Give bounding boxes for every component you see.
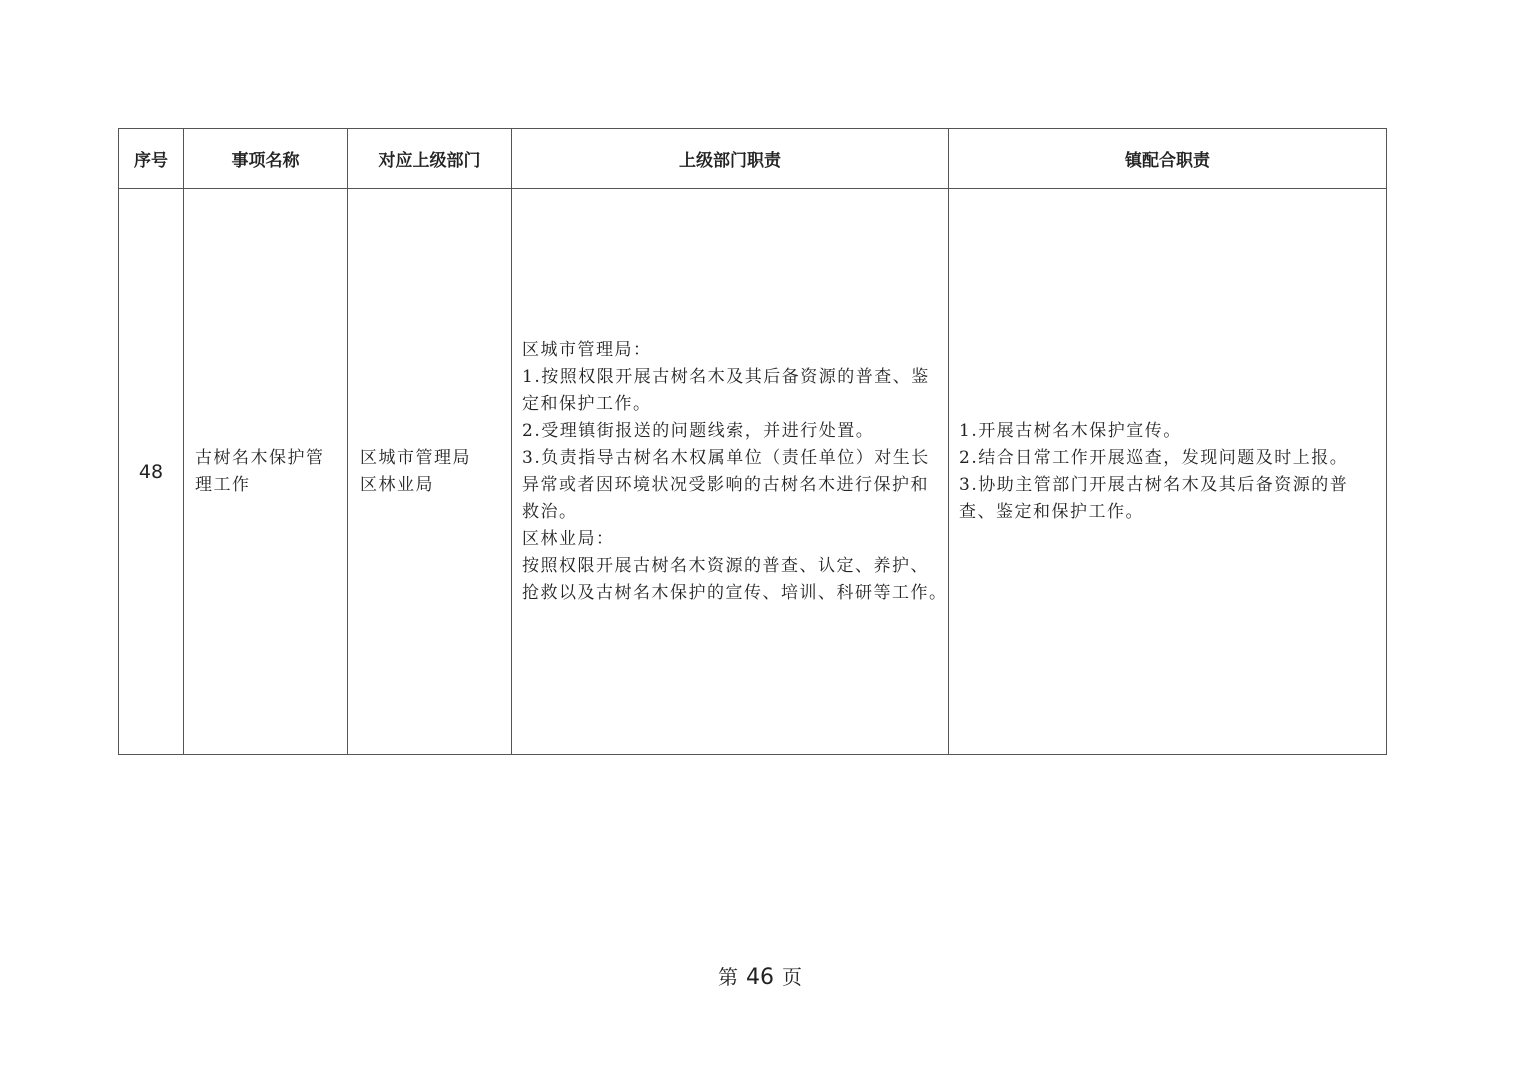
superior-duty-line: 区林业局： bbox=[522, 528, 615, 549]
cell-serial-number: 48 bbox=[119, 189, 184, 755]
page-footer bbox=[0, 961, 1520, 990]
town-duty-line: 1.开展古树名木保护宣传。 bbox=[959, 420, 1182, 441]
superior-duty-line: 救治。 bbox=[522, 501, 578, 522]
superior-duty-line: 2.受理镇街报送的问题线索，并进行处置。 bbox=[522, 420, 875, 441]
table-header-row bbox=[119, 129, 1387, 189]
town-duty-line: 2.结合日常工作开展巡查，发现问题及时上报。 bbox=[959, 447, 1349, 468]
duty-table bbox=[118, 128, 1387, 755]
header-superior-department: 对应上级部门 bbox=[348, 129, 512, 189]
cell-item-name bbox=[184, 189, 348, 755]
department-line: 区城市管理局 bbox=[360, 447, 471, 468]
page-prefix: 第 bbox=[718, 965, 738, 989]
header-serial-number: 序号 bbox=[119, 129, 184, 189]
header-superior-duties: 上级部门职责 bbox=[512, 129, 949, 189]
page-suffix: 页 bbox=[782, 965, 802, 989]
item-name-line: 古树名木保护管 bbox=[195, 447, 325, 468]
superior-duty-line: 区城市管理局： bbox=[522, 339, 652, 360]
superior-duty-line: 1.按照权限开展古树名木及其后备资源的普查、鉴 bbox=[522, 366, 930, 387]
page-number: 46 bbox=[746, 965, 774, 990]
superior-duty-line: 按照权限开展古树名木资源的普查、认定、养护、 bbox=[522, 555, 929, 576]
cell-town-duties bbox=[949, 189, 1387, 755]
cell-superior-department bbox=[348, 189, 512, 755]
town-duty-line: 3.协助主管部门开展古树名木及其后备资源的普 bbox=[959, 474, 1349, 495]
department-line: 区林业局 bbox=[360, 474, 434, 495]
superior-duty-line: 定和保护工作。 bbox=[522, 393, 652, 414]
superior-duty-line: 抢救以及古树名木保护的宣传、培训、科研等工作。 bbox=[522, 582, 948, 603]
item-name-line: 理工作 bbox=[195, 474, 251, 495]
table-row bbox=[119, 189, 1387, 755]
town-duty-line: 查、鉴定和保护工作。 bbox=[959, 501, 1144, 522]
header-town-duties: 镇配合职责 bbox=[949, 129, 1387, 189]
header-item-name: 事项名称 bbox=[184, 129, 348, 189]
superior-duty-line: 3.负责指导古树名木权属单位（责任单位）对生长 bbox=[522, 447, 930, 468]
cell-superior-duties bbox=[512, 189, 949, 755]
superior-duty-line: 异常或者因环境状况受影响的古树名木进行保护和 bbox=[522, 474, 929, 495]
